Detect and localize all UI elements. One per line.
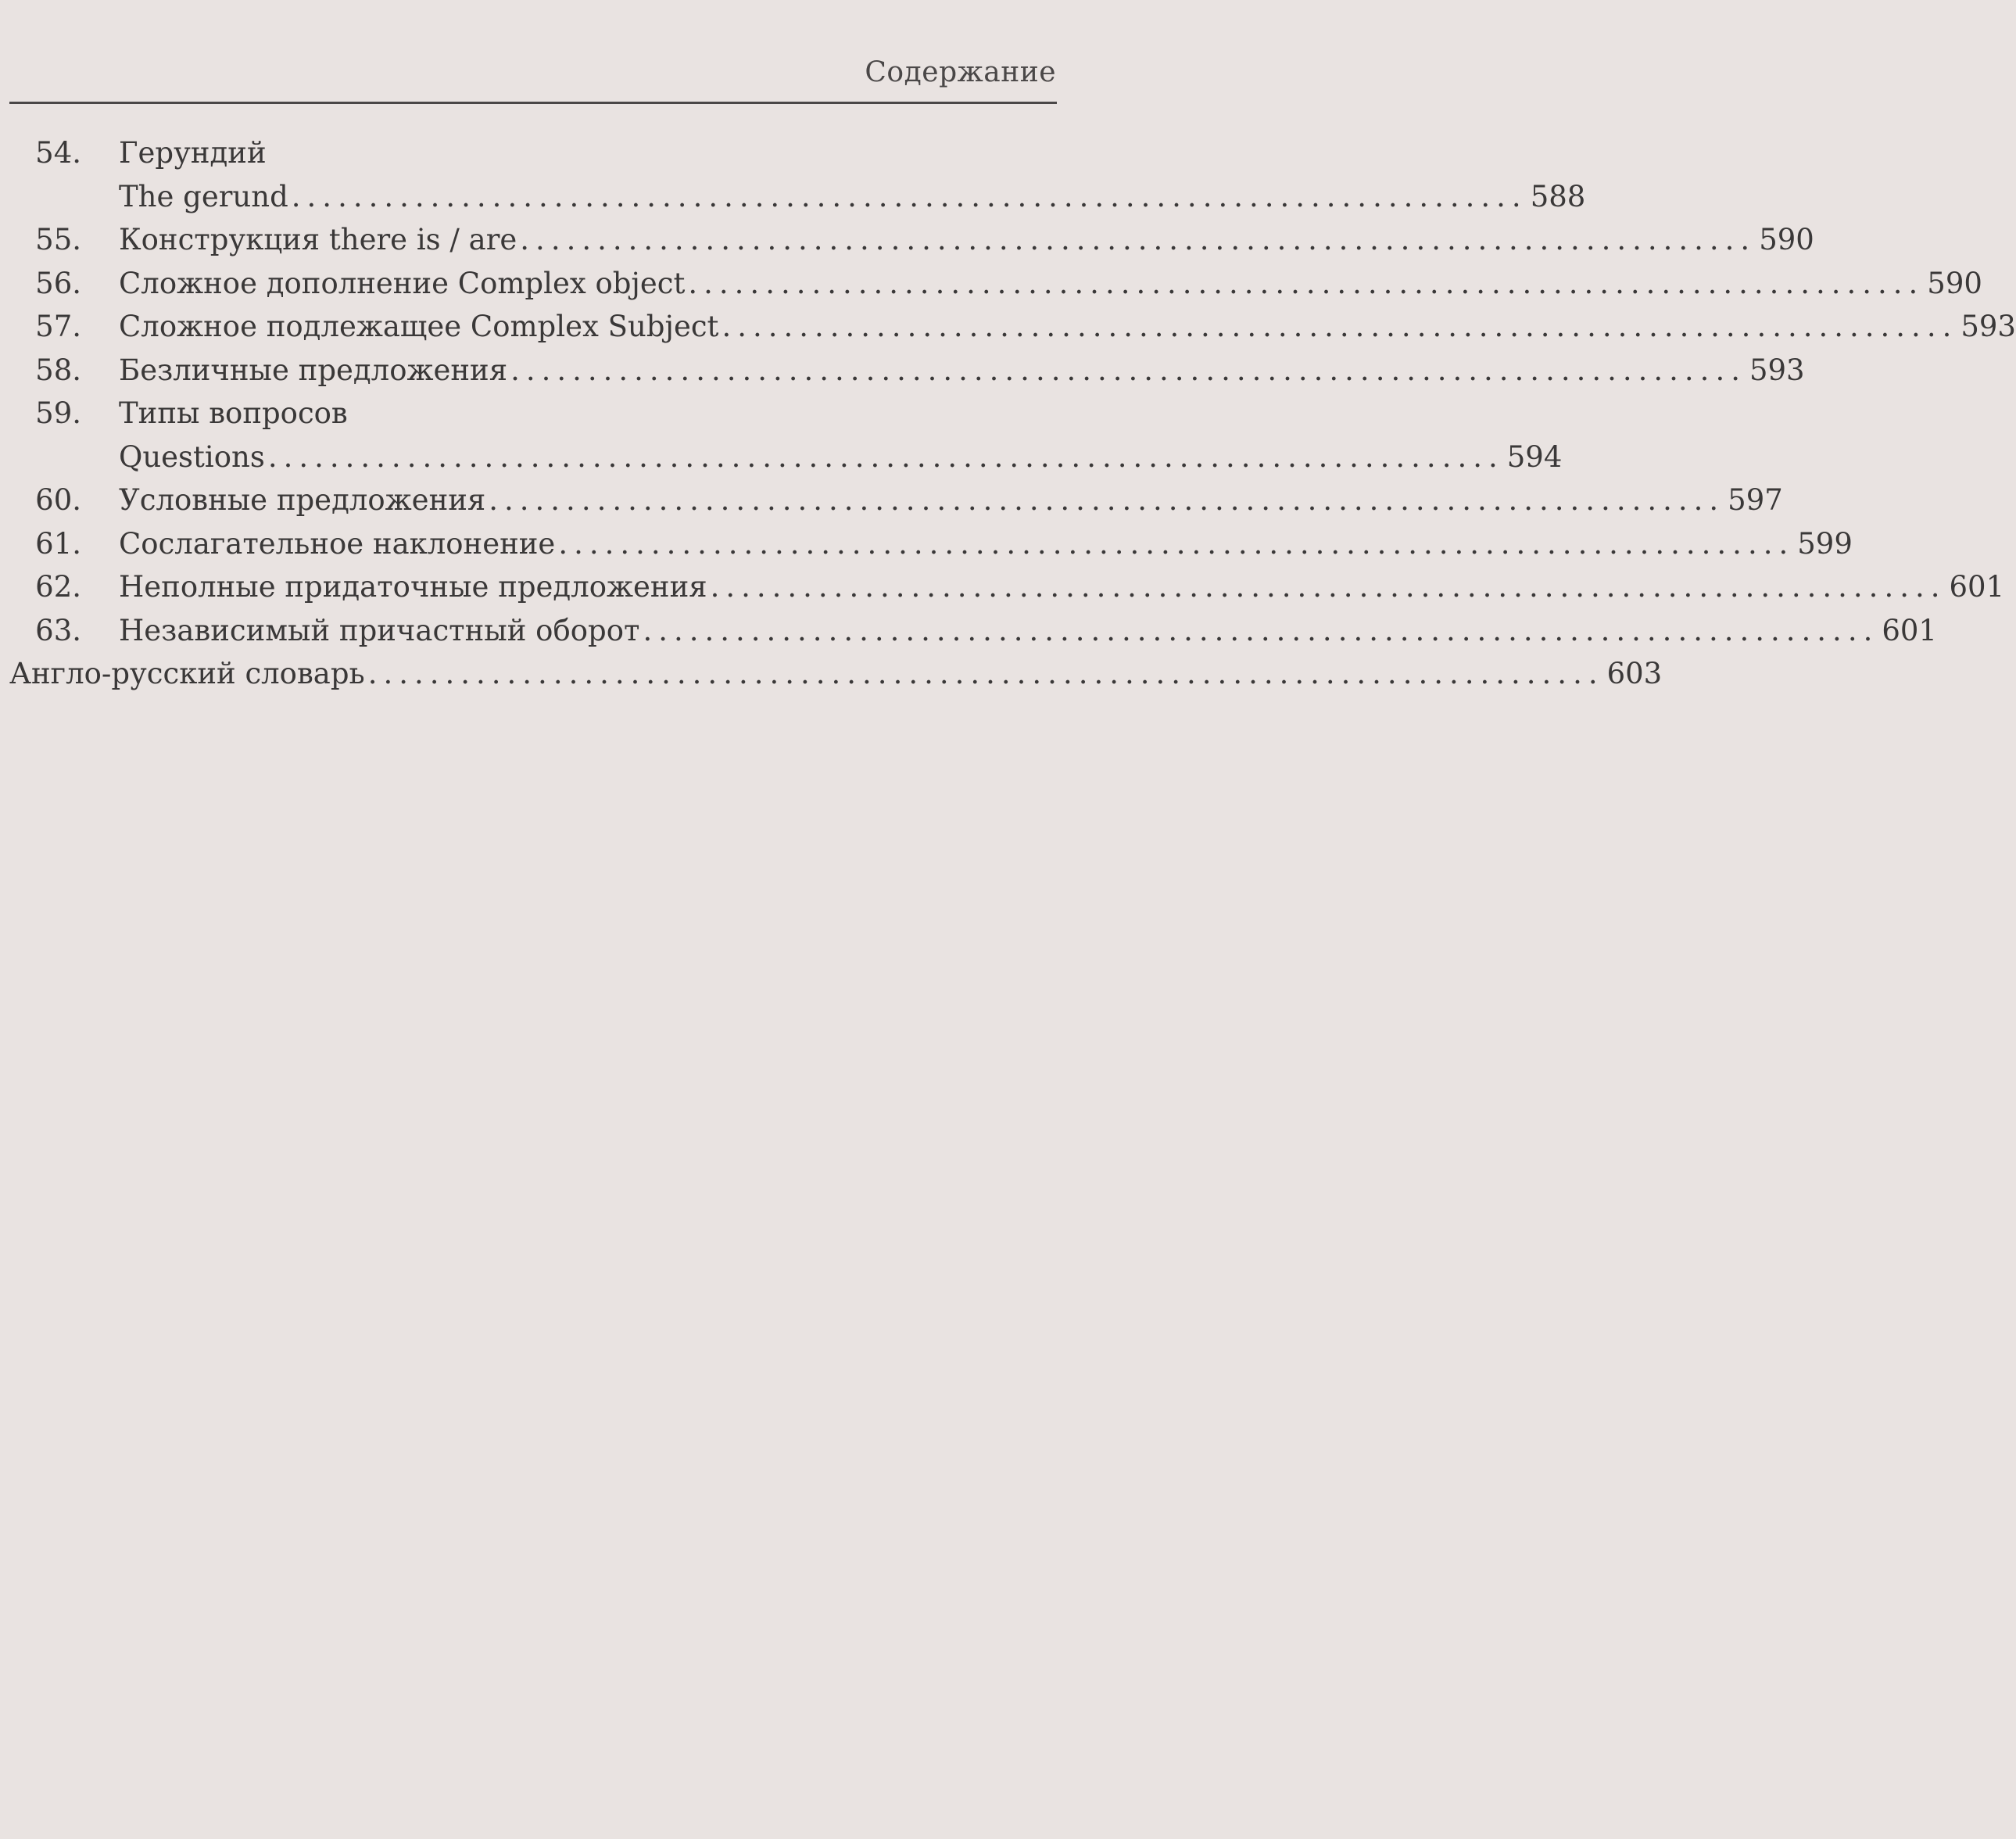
entry-page: 599 [1797,526,1853,561]
entry-page: 590 [1927,266,1982,300]
dot-leader: ................................................................................ [643,613,1879,647]
entry-page: 594 [1506,439,1563,474]
entry-page: 603 [1606,657,1663,690]
dot-leader: ................................................................................ [489,483,1725,517]
entry-title: Сложное подлежащее Complex Subject [119,310,719,343]
toc-entry [9,262,1982,306]
entry-page: 588 [1530,179,1586,213]
entry-number: 54. [35,136,81,170]
toc-entry [9,305,2016,349]
entry-number: 55. [35,223,81,256]
dot-leader: ................................................................................ [722,310,1958,343]
entry-title: Безличные предложения [119,353,508,387]
dot-leader: ................................................................................ [267,439,1504,474]
entry-title: Сложное дополнение Complex object [119,266,686,300]
table-of-contents [9,131,2016,696]
toc-entry [9,609,1937,653]
entry-number: 61. [35,526,81,561]
entry-number: 60. [35,483,81,517]
entry-page: 593 [1960,310,2016,343]
entry-title: Сослагательное наклонение [119,526,556,561]
entry-title: Герундий [119,136,267,170]
entry-number: 58. [35,353,81,387]
entry-title: Типы вопросов [119,396,348,430]
entry-title: The gerund [119,179,288,213]
toc-entry [9,131,1057,175]
entry-title: Англо-русский словарь [9,657,365,690]
toc-entry [9,479,1783,522]
toc-entry [9,218,1814,262]
entry-title: Независимый причастный оборот [119,613,640,647]
entry-page: 590 [1759,223,1814,256]
entry-page: 597 [1728,483,1783,517]
dot-leader: ................................................................................ [558,526,1795,561]
entry-number: 63. [35,613,81,647]
toc-entry [9,436,1563,479]
entry-title: Конструкция there is / are [119,223,517,256]
dot-leader: ................................................................................ [291,179,1527,213]
toc-entry [9,522,1853,566]
dot-leader: ................................................................................ [520,223,1756,256]
toc-entry [9,175,1586,219]
toc-entry [9,565,2005,609]
dot-leader: ................................................................................ [367,657,1604,690]
toc-entry [9,652,1663,696]
entry-title: Условные предложения [119,483,486,517]
entry-number: 56. [35,266,81,300]
entry-page: 601 [1949,570,2005,604]
dot-leader: ................................................................................ [710,570,1946,604]
entry-title: Неполные придаточные предложения [119,570,707,604]
header-rule [9,102,1057,104]
entry-number: 57. [35,310,81,343]
entry-number: 59. [35,396,81,430]
dot-leader: ................................................................................ [510,353,1746,387]
entry-page: 601 [1882,613,1937,647]
toc-entry [9,349,1805,393]
entry-title: Questions [119,439,265,474]
entry-page: 593 [1749,353,1805,387]
running-header-title: Содержание [865,56,1056,88]
entry-number: 62. [35,570,81,604]
dot-leader: ................................................................................ [688,266,1925,300]
toc-entry [9,392,1057,436]
